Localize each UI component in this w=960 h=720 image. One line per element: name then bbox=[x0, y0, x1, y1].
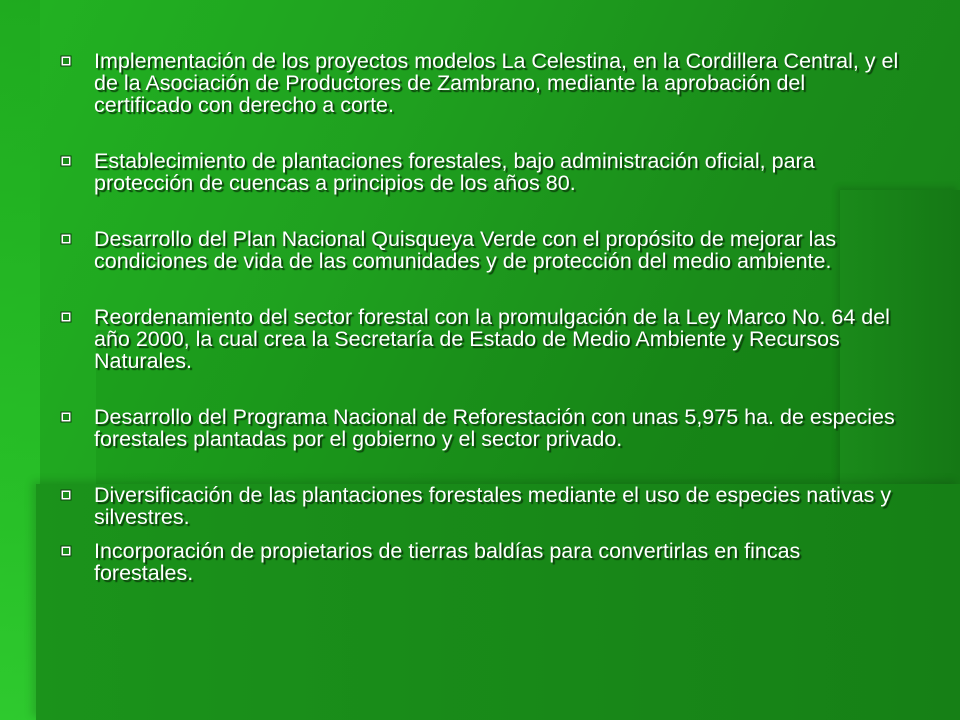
square-bullet-icon bbox=[60, 489, 72, 501]
bullet-item bbox=[60, 228, 900, 272]
bullet-item bbox=[60, 406, 900, 450]
bullet-text: Desarrollo del Plan Nacional Quisqueya Verde con el propósito de mejorar las condiciones de vida de las comunidades y de protección del medio ambiente. bbox=[94, 227, 837, 273]
bullet-text: Incorporación de propietarios de tierras baldías para convertirlas en fincas forestales. bbox=[94, 539, 801, 585]
bullet-text: Establecimiento de plantaciones forestales, bajo administración oficial, para protección de cuencas a principios de los años 80. bbox=[94, 149, 815, 195]
square-bullet-icon bbox=[60, 55, 72, 67]
bullet-item bbox=[60, 306, 900, 372]
square-bullet-icon bbox=[60, 155, 72, 167]
bullet-item bbox=[60, 540, 900, 584]
bullet-text: Diversificación de las plantaciones forestales mediante el uso de especies nativas y silvestres. bbox=[94, 483, 892, 529]
bullet-text: Implementación de los proyectos modelos La Celestina, en la Cordillera Central, y el de la Asociación de Productores de Zambrano, mediante la aprobación del certificado con derecho a corte. bbox=[94, 49, 899, 117]
square-bullet-icon bbox=[60, 545, 72, 557]
bullet-item bbox=[60, 484, 900, 528]
bullet-text: Desarrollo del Programa Nacional de Reforestación con unas 5,975 ha. de especies forestales plantadas por el gobierno y el sector privado. bbox=[94, 405, 895, 451]
bullet-text: Reordenamiento del sector forestal con la promulgación de la Ley Marco No. 64 del año 2000, la cual crea la Secretaría de Estado de Medio Ambiente y Recursos Naturales. bbox=[94, 305, 890, 373]
background-panel-left bbox=[0, 0, 40, 720]
square-bullet-icon bbox=[60, 411, 72, 423]
square-bullet-icon bbox=[60, 311, 72, 323]
bullet-item bbox=[60, 50, 900, 116]
bullet-list bbox=[60, 50, 900, 584]
bullet-item bbox=[60, 150, 900, 194]
square-bullet-icon bbox=[60, 233, 72, 245]
